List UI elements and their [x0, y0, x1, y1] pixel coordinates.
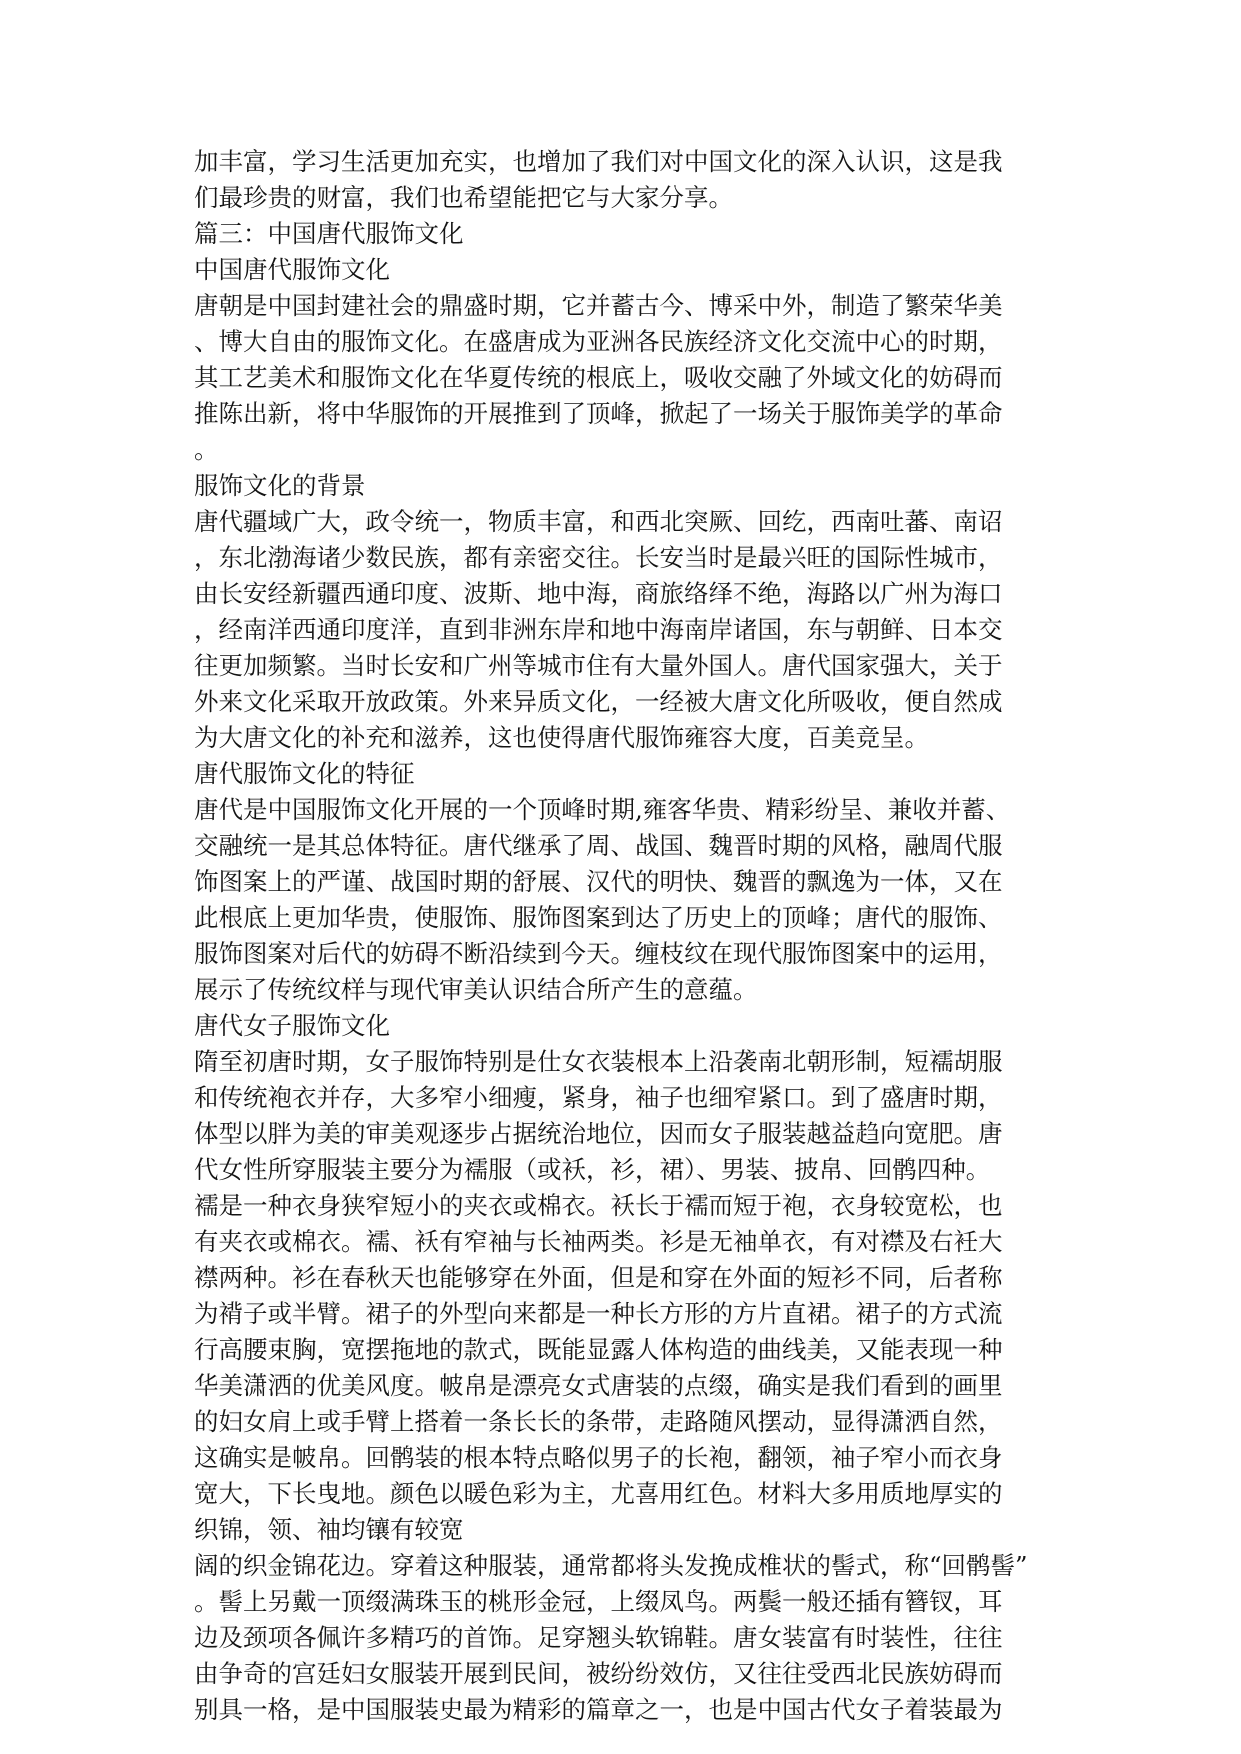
text-line: 此根底上更加华贵，使服饰、服饰图案到达了历史上的顶峰；唐代的服饰、	[194, 903, 1003, 932]
text-line: 交融统一是其总体特征。唐代继承了周、战国、魏晋时期的风格，融周代服	[194, 831, 1003, 860]
text-line: 华美潇洒的优美风度。帔帛是漂亮女式唐装的点缀，确实是我们看到的画里	[194, 1371, 1003, 1400]
text-line: 往更加频繁。当时长安和广州等城市住有大量外国人。唐代国家强大，关于	[194, 651, 1003, 680]
text-line: 代女性所穿服装主要分为襦服（或袄，衫，裙）、男装、披帛、回鹘四种。	[194, 1155, 991, 1184]
text-line: 襟两种。衫在春秋天也能够穿在外面，但是和穿在外面的短衫不同，后者称	[194, 1263, 1003, 1292]
text-line: 、博大自由的服饰文化。在盛唐成为亚洲各民族经济文化交流中心的时期，	[194, 327, 1003, 356]
text-line: 为褙子或半臂。裙子的外型向来都是一种长方形的方片直裙。裙子的方式流	[194, 1299, 1003, 1328]
text-line: 边及颈项各佩许多精巧的首饰。足穿翘头软锦鞋。唐女装富有时装性，往往	[194, 1623, 1003, 1652]
text-line: ，东北渤海诸少数民族，都有亲密交往。长安当时是最兴旺的国际性城市，	[194, 543, 1003, 572]
document-page	[194, 144, 1054, 1728]
text-line: 其工艺美术和服饰文化在华夏传统的根底上，吸收交融了外域文化的妨碍而	[194, 363, 1003, 392]
text-line: 隋至初唐时期，女子服饰特别是仕女衣装根本上沿袭南北朝形制，短襦胡服	[194, 1047, 1003, 1076]
text-line: 唐代女子服饰文化	[194, 1011, 390, 1040]
text-line: 由长安经新疆西通印度、波斯、地中海，商旅络绎不绝，海路以广州为海口	[194, 579, 1003, 608]
text-line: 展示了传统纹样与现代审美认识结合所产生的意蕴。	[194, 975, 758, 1004]
text-line: 加丰富，学习生活更加充实，也增加了我们对中国文化的深入认识，这是我	[194, 147, 1003, 176]
text-line: 。髻上另戴一顶缀满珠玉的桃形金冠，上缀凤鸟。两鬓一般还插有簪钗，耳	[194, 1587, 1003, 1616]
text-line: ，经南洋西通印度洋，直到非洲东岸和地中海南岸诸国，东与朝鲜、日本交	[194, 615, 1003, 644]
text-line: 和传统袍衣并存，大多窄小细瘦，紧身，袖子也细窄紧口。到了盛唐时期，	[194, 1083, 1003, 1112]
text-line: 体型以胖为美的审美观逐步占据统治地位，因而女子服装越益趋向宽肥。唐	[194, 1119, 1003, 1148]
text-line: 宽大，下长曳地。颜色以暖色彩为主，尤喜用红色。材料大多用质地厚实的	[194, 1479, 1003, 1508]
text-line: 外来文化采取开放政策。外来异质文化，一经被大唐文化所吸收，便自然成	[194, 687, 1003, 716]
text-line: 有夹衣或棉衣。襦、袄有窄袖与长袖两类。衫是无袖单衣，有对襟及右衽大	[194, 1227, 1003, 1256]
text-line: 服饰图案对后代的妨碍不断沿续到今天。缠枝纹在现代服饰图案中的运用，	[194, 939, 1003, 968]
text-line: 襦是一种衣身狭窄短小的夹衣或棉衣。袄长于襦而短于袍，衣身较宽松，也	[194, 1191, 1003, 1220]
text-line: 的妇女肩上或手臂上搭着一条长长的条带，走路随风摆动，显得潇洒自然，	[194, 1407, 1003, 1436]
text-line: 阔的织金锦花边。穿着这种服装，通常都将头发挽成椎状的髻式，称“回鹘髻”	[194, 1551, 1028, 1580]
text-line: 这确实是帔帛。回鹘装的根本特点略似男子的长袍，翻领，袖子窄小而衣身	[194, 1443, 1003, 1472]
text-line: 行高腰束胸，宽摆拖地的款式，既能显露人体构造的曲线美，又能表现一种	[194, 1335, 1003, 1364]
text-line: 篇三：中国唐代服饰文化	[194, 219, 464, 248]
text-line: 别具一格，是中国服装史最为精彩的篇章之一，也是中国古代女子着装最为	[194, 1695, 1003, 1724]
text-line: 由争奇的宫廷妇女服装开展到民间，被纷纷效仿，又往往受西北民族妨碍而	[194, 1659, 1003, 1688]
text-line: 服饰文化的背景	[194, 471, 366, 500]
text-line: 中国唐代服饰文化	[194, 255, 390, 284]
text-line: 唐代服饰文化的特征	[194, 759, 415, 788]
text-line: 唐代疆域广大，政令统一，物质丰富，和西北突厥、回纥，西南吐蕃、南诏	[194, 507, 1003, 536]
text-line: 唐代是中国服饰文化开展的一个顶峰时期,雍客华贵、精彩纷呈、兼收并蓄、	[194, 795, 1011, 824]
text-line: 织锦，领、袖均镶有较宽	[194, 1515, 464, 1544]
text-line: 饰图案上的严谨、战国时期的舒展、汉代的明快、魏晋的飘逸为一体，又在	[194, 867, 1003, 896]
text-line: 为大唐文化的补充和滋养，这也使得唐代服饰雍容大度，百美竞呈。	[194, 723, 929, 752]
text-line: 推陈出新，将中华服饰的开展推到了顶峰，掀起了一场关于服饰美学的革命	[194, 399, 1003, 428]
text-line: 唐朝是中国封建社会的鼎盛时期，它并蓄古今、博采中外，制造了繁荣华美	[194, 291, 1003, 320]
text-line: 们最珍贵的财富，我们也希望能把它与大家分享。	[194, 183, 733, 212]
text-line: 。	[194, 435, 219, 464]
